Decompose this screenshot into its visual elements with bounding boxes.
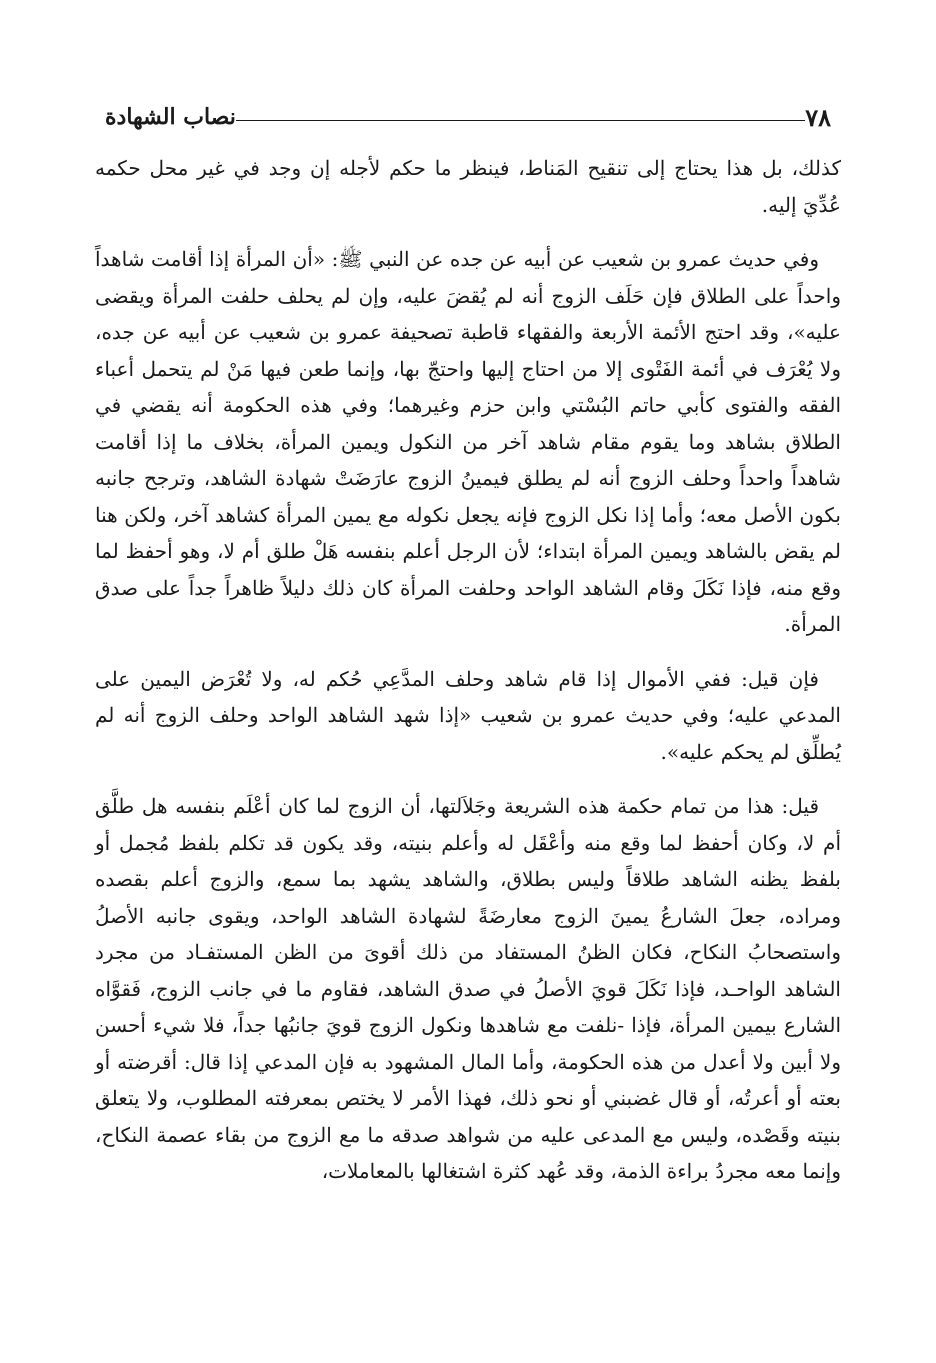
page-body	[95, 150, 841, 1190]
header-rule	[236, 120, 805, 121]
paragraph-gap	[95, 643, 841, 661]
paragraph-gap	[95, 223, 841, 241]
paragraph-3: فإن قيل: ففي الأموال إذا قام شاهد وحلف المدَّعِي حُكم له، ولا تُعْرَض اليمين على المدعي عليه؛ وفي حديث عمرو بن شعيب «إذا شهد الشاهد الواحد وحلف الزوج أنه لم يُطلِّق لم يحكم عليه».	[95, 666, 841, 764]
page-number: ٧٨	[805, 102, 831, 132]
paragraph-4: قيل: هذا من تمام حكمة هذه الشريعة وجَلاَلتها، أن الزوج لما كان أعْلَم بنفسه هل طلَّق أم لا، وكان أحفظ لما وقع منه وأعْقَل له وأعلم بنيته، وقد يكون قد تكلم بلفظ مُجمل أو بلفظ يظنه الشاهد طلاقاً وليس بطلاق، والشاهد يشهد بما سمع، والزوج أعلم بقصده ومراده، جعلَ الشارعُ يمينَ الزوج معارضَةً لشهادة الشاهد الواحد، ويقوى جانبه الأصلُ واستصحابُ النكاح، فكان الظنُ المستفاد من ذلك أقوىَ من الظن المستفـاد من مجرد الشاهد الواحـد، فإذا نَكَلَ قويَ الأصلُ في صدق الشاهد، فقاوم ما في جانب الزوج، فَقوَّاه الشارع بيمين المرأة، فإذا -نلفت مع شاهدها ونكول الزوج قويَ جانبُها جداً، فلا شيء أحسن ولا أبين ولا أعدل من هذه الحكومة، وأما المال المشهود به فإن المدعي إذا قال: أقرضته أو بعته أو أعرتُه، أو قال غضبني أو نحو ذلك، فهذا الأمر لا يختص بمعرفته المطلوب، ولا يتعلق بنيته وقَصْده، وليس مع المدعى عليه من شواهد صدقه ما مع الزوج من بقاء عصمة النكاح، وإنما معه مجردُ براءة الذمة، وقد عُهد كثرة اشتغالها بالمعاملات،	[95, 794, 841, 1183]
running-header	[95, 100, 841, 134]
running-title: نصاب الشهادة	[105, 104, 236, 130]
paragraph-2: وفي حديث عمرو بن شعيب عن أبيه عن جده عن النبي ﷺ: «أن المرأة إذا أقامت شاهداً واحداً على الطلاق فإن حَلَف الزوج أنه لم يُقضَ عليه، وإن لم يحلف حلفت المرأة ويقضى عليه»، وقد احتج الأئمة الأربعة والفقهاء قاطبة تصحيفة عمرو بن شعيب عن أبيه عن جده، ولا يُعْرَف في أئمة الفَتْوى إلا من احتاج إليها واحتجّ بها، وإنما طعن فيها مَنْ لم يتحمل أعباء الفقه والفتوى كأبي حاتم البُسْتي وابن حزم وغيرهما؛ وفي هذه الحكومة أنه يقضي في الطلاق بشاهد وما يقوم مقام شاهد آخر من النكول ويمين المرأة، بخلاف ما إذا أقامت شاهداً واحداً وحلف الزوج أنه لم يطلق فيمينُ الزوج عارَضَتْ شهادة الشاهد، وترجح جانبه بكون الأصل معه؛ وأما إذا نكل الزوج فإنه يجعل نكوله مع يمين المرأة كشاهد آخر، ولكن هنا لم يقض بالشاهد ويمين المرأة ابتداء؛ لأن الرجل أعلم بنفسه هَلْ طلق أم لا، وهو أحفظ لما وقع منه، فإذا نَكَلَ وقام الشاهد الواحد وحلفت المرأة كان ذلك دليلاً ظاهراً جداً على صدق المرأة.	[95, 247, 841, 636]
paragraph-gap	[95, 770, 841, 788]
paragraph-1: كذلك، بل هذا يحتاج إلى تنقيح المَناط، فينظر ما حكم لأجله إن وجد في غير محل حكمه عُدِّيَ إليه.	[95, 156, 841, 217]
